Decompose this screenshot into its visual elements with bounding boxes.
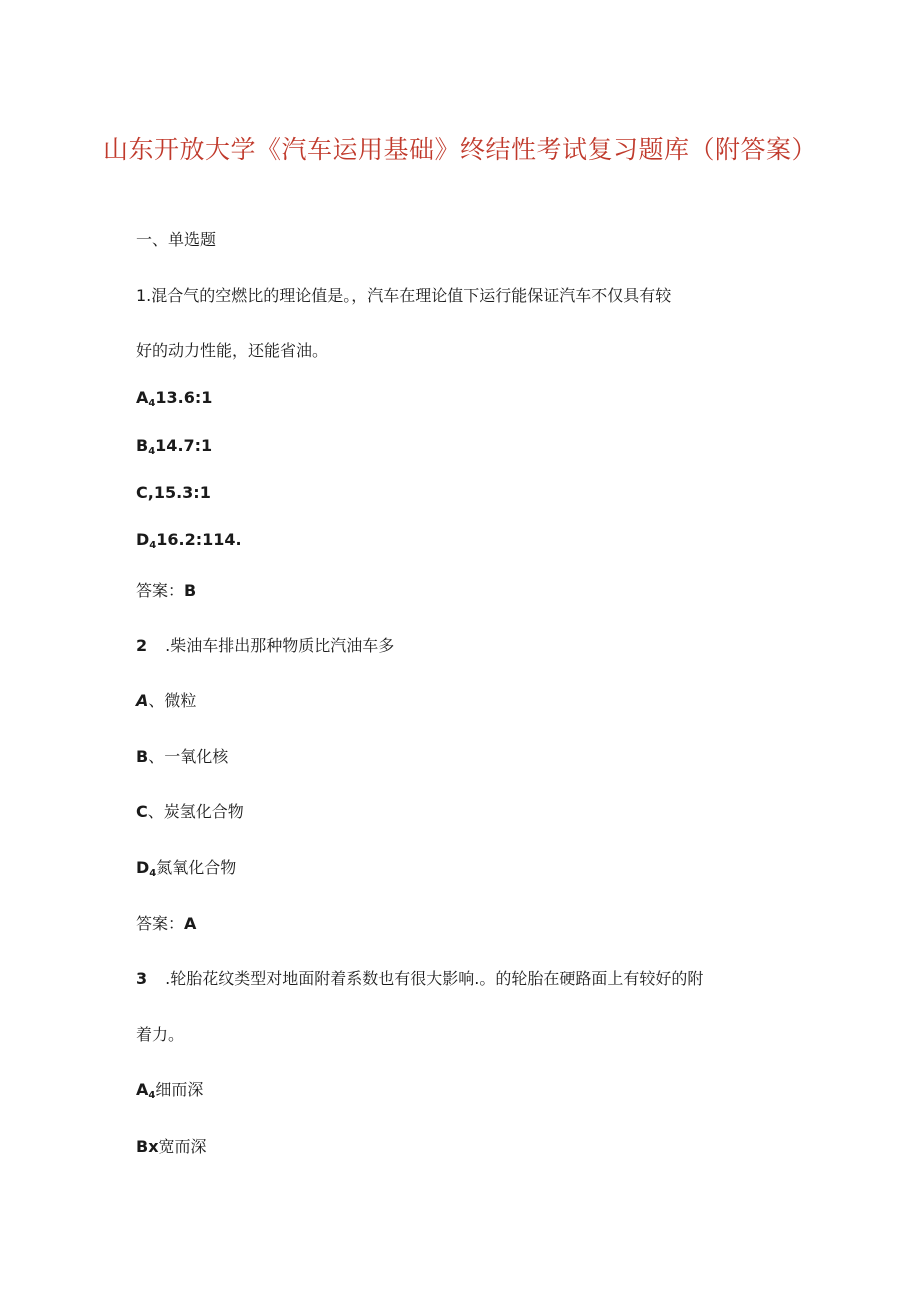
option-separator: x	[148, 1137, 159, 1156]
option-text: 炭氢化合物	[163, 802, 244, 821]
question-1-option-a	[136, 388, 212, 414]
question-1-line-2: 好的动力性能，还能省油。	[136, 341, 329, 360]
question-2-option-b	[136, 747, 228, 767]
section-heading: 一、单选题	[136, 230, 217, 249]
question-2-option-c	[136, 802, 244, 822]
question-2-line-1	[136, 636, 394, 656]
option-label: A	[136, 388, 149, 407]
option-separator: 、	[148, 691, 165, 710]
option-label: A	[136, 691, 149, 710]
question-2-answer	[136, 914, 196, 934]
option-separator: 4	[149, 540, 157, 551]
option-label: A	[136, 1080, 149, 1099]
answer-value: B	[184, 581, 197, 600]
option-text: 15.3:1	[153, 483, 211, 502]
option-text: 一氧化核	[164, 747, 229, 766]
option-label: C	[136, 802, 148, 821]
answer-label: 答案：	[136, 581, 185, 600]
question-1-line-1: 1.混合气的空燃比的理论值是。，汽车在理论值下运行能保证汽车不仅具有较	[136, 286, 672, 305]
option-text: 细而深	[155, 1080, 204, 1099]
option-text: 氮氧化合物	[156, 858, 237, 877]
option-label: B	[136, 1137, 149, 1156]
question-2-option-d	[136, 858, 236, 884]
option-separator: 、	[147, 802, 164, 821]
option-separator: ,	[147, 483, 154, 502]
option-separator: 、	[148, 747, 165, 766]
option-separator: 4	[149, 868, 157, 879]
option-label: B	[136, 436, 149, 455]
question-text: .轮胎花纹类型对地面附着系数也有很大影响.。的轮胎在硬路面上有较好的附	[165, 969, 704, 988]
option-separator: 4	[148, 446, 156, 457]
option-text: 16.2:114.	[156, 530, 242, 549]
question-3-line-2: 着力。	[136, 1025, 185, 1044]
option-text: 13.6:1	[155, 388, 213, 407]
option-label: D	[136, 858, 150, 877]
document-title: 山东开放大学《汽车运用基础》终结性考试复习题库（附答案）	[102, 135, 817, 164]
option-text: 14.7:1	[155, 436, 213, 455]
question-number: 3	[136, 969, 148, 988]
option-label: B	[136, 747, 149, 766]
question-2-option-a	[136, 691, 196, 711]
option-label: C	[136, 483, 148, 502]
answer-value: A	[184, 914, 197, 933]
question-3-option-b	[136, 1137, 207, 1157]
question-1-option-c	[136, 483, 211, 503]
question-text: .柴油车排出那种物质比汽油车多	[165, 636, 395, 655]
question-1-option-b	[136, 436, 212, 462]
question-1-option-d	[136, 530, 242, 556]
option-separator: 4	[148, 398, 156, 409]
option-text: 微粒	[164, 691, 197, 710]
question-3-option-a	[136, 1080, 203, 1106]
question-number: 2	[136, 636, 148, 655]
question-1-answer	[136, 581, 196, 601]
question-3-line-1	[136, 969, 703, 989]
answer-label: 答案：	[136, 914, 185, 933]
option-separator: 4	[148, 1090, 156, 1101]
option-label: D	[136, 530, 150, 549]
option-text: 宽而深	[158, 1137, 207, 1156]
